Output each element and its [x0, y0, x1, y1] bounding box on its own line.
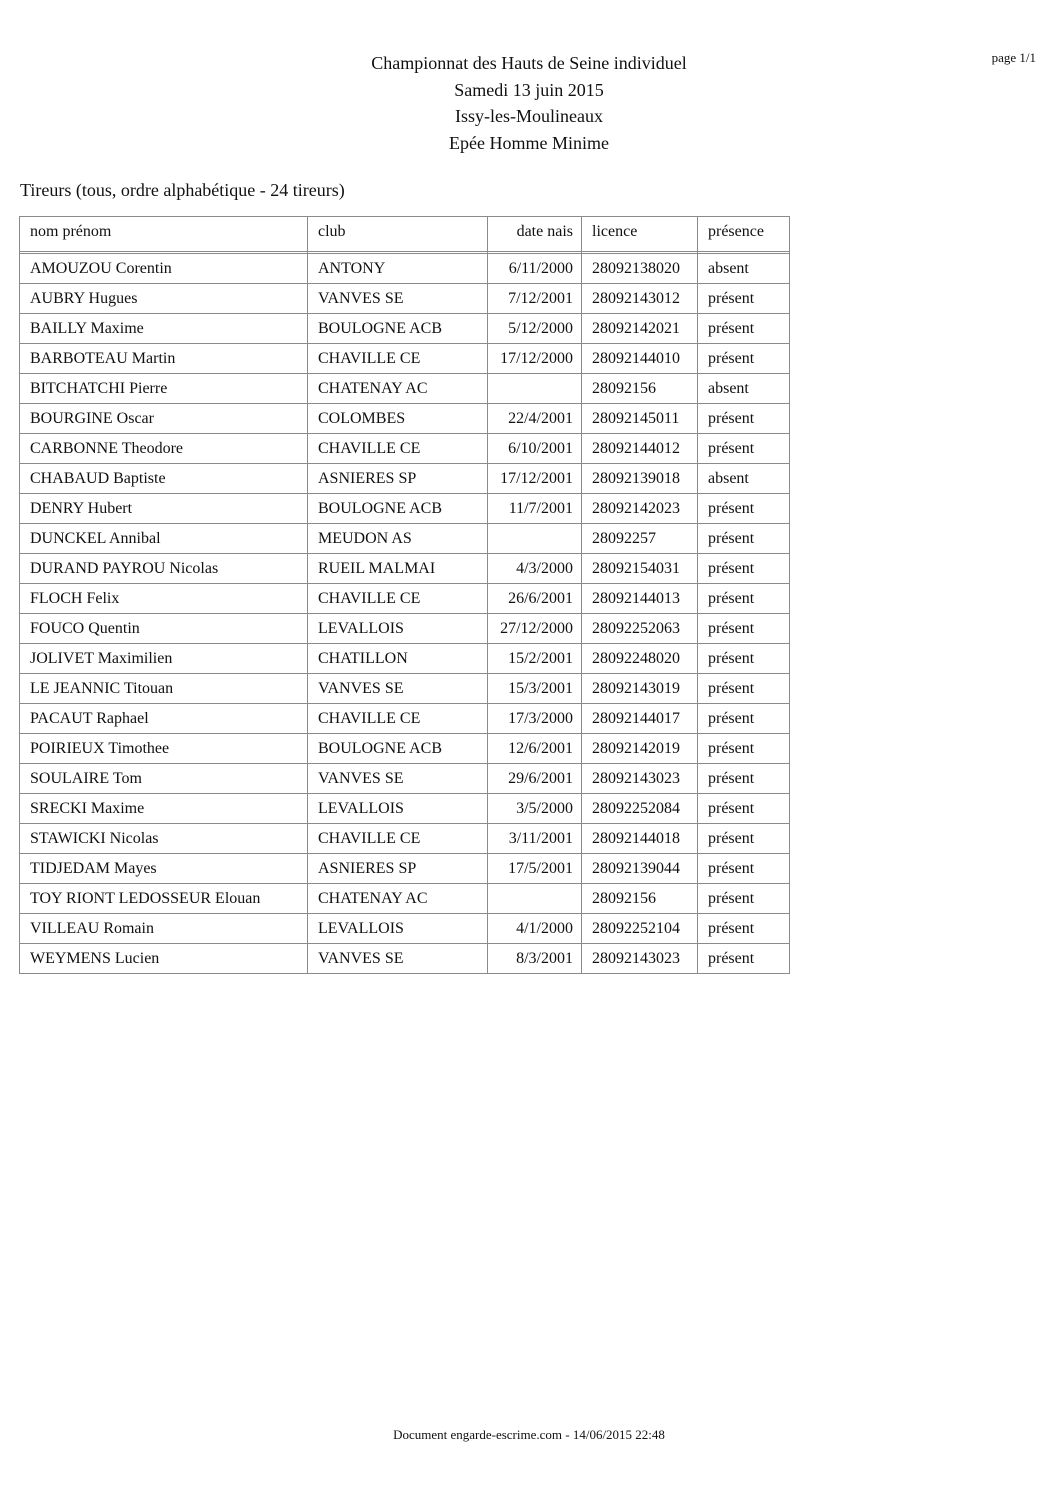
fencer-club: ANTONY: [308, 254, 488, 284]
fencer-licence: 28092156: [582, 374, 698, 404]
fencer-presence: présent: [698, 584, 790, 614]
document-footer: Document engarde-escrime.com - 14/06/2015 22:48: [393, 1427, 665, 1442]
fencer-club: RUEIL MALMAI: [308, 554, 488, 584]
fencer-birthdate: 7/12/2001: [488, 284, 582, 314]
fencer-birthdate: 4/1/2000: [488, 914, 582, 944]
fencer-birthdate: 8/3/2001: [488, 944, 582, 974]
document-header: [0, 50, 1058, 156]
fencer-presence: présent: [698, 314, 790, 344]
fencer-presence: présent: [698, 554, 790, 584]
fencer-licence: 28092252104: [582, 914, 698, 944]
table-row: [20, 644, 790, 674]
fencer-birthdate: [488, 884, 582, 914]
fencer-birthdate: 17/12/2001: [488, 464, 582, 494]
fencer-club: ASNIERES SP: [308, 464, 488, 494]
fencer-club: CHAVILLE CE: [308, 824, 488, 854]
fencer-club: LEVALLOIS: [308, 794, 488, 824]
fencer-licence: 28092154031: [582, 554, 698, 584]
fencer-club: BOULOGNE ACB: [308, 494, 488, 524]
fencer-presence: présent: [698, 674, 790, 704]
table-row: [20, 824, 790, 854]
fencer-licence: 28092139044: [582, 854, 698, 884]
fencer-birthdate: 4/3/2000: [488, 554, 582, 584]
fencer-licence: 28092144018: [582, 824, 698, 854]
fencer-birthdate: 29/6/2001: [488, 764, 582, 794]
fencer-club: LEVALLOIS: [308, 914, 488, 944]
fencer-presence: présent: [698, 524, 790, 554]
fencer-birthdate: 15/2/2001: [488, 644, 582, 674]
fencer-birthdate: 15/3/2001: [488, 674, 582, 704]
fencer-club: ASNIERES SP: [308, 854, 488, 884]
section-title: Tireurs (tous, ordre alphabétique - 24 tireurs): [20, 180, 345, 200]
fencer-club: CHAVILLE CE: [308, 584, 488, 614]
fencer-licence: 28092156: [582, 884, 698, 914]
fencer-presence: présent: [698, 614, 790, 644]
table-row: [20, 854, 790, 884]
table-row: [20, 524, 790, 554]
fencer-licence: 28092144012: [582, 434, 698, 464]
fencer-name: WEYMENS Lucien: [20, 944, 308, 974]
fencer-presence: absent: [698, 464, 790, 494]
fencer-name: TOY RIONT LEDOSSEUR Elouan: [20, 884, 308, 914]
fencer-birthdate: 22/4/2001: [488, 404, 582, 434]
table-row: [20, 614, 790, 644]
fencer-birthdate: [488, 374, 582, 404]
fencer-presence: présent: [698, 854, 790, 884]
fencer-birthdate: 12/6/2001: [488, 734, 582, 764]
fencer-club: CHAVILLE CE: [308, 434, 488, 464]
fencer-club: COLOMBES: [308, 404, 488, 434]
fencer-name: BITCHATCHI Pierre: [20, 374, 308, 404]
table-row: [20, 374, 790, 404]
fencer-licence: 28092252063: [582, 614, 698, 644]
fencer-licence: 28092138020: [582, 254, 698, 284]
fencer-presence: présent: [698, 284, 790, 314]
fencer-name: FLOCH Felix: [20, 584, 308, 614]
fencer-name: CARBONNE Theodore: [20, 434, 308, 464]
fencer-club: VANVES SE: [308, 284, 488, 314]
competition-category: Epée Homme Minime: [449, 132, 609, 153]
table-row: [20, 584, 790, 614]
table-row: [20, 494, 790, 524]
fencer-licence: 28092144017: [582, 704, 698, 734]
fencer-birthdate: 17/12/2000: [488, 344, 582, 374]
fencer-birthdate: 26/6/2001: [488, 584, 582, 614]
fencer-name: BARBOTEAU Martin: [20, 344, 308, 374]
table-row: [20, 704, 790, 734]
fencer-licence: 28092145011: [582, 404, 698, 434]
competition-title: Championnat des Hauts de Seine individuel: [371, 53, 687, 73]
fencer-name: CHABAUD Baptiste: [20, 464, 308, 494]
table-row: [20, 764, 790, 794]
fencer-presence: présent: [698, 344, 790, 374]
fencer-presence: présent: [698, 404, 790, 434]
fencer-club: VANVES SE: [308, 674, 488, 704]
fencer-licence: 28092144010: [582, 344, 698, 374]
table-row: [20, 404, 790, 434]
fencer-club: CHATENAY AC: [308, 884, 488, 914]
fencer-licence: 28092142021: [582, 314, 698, 344]
table-row: [20, 344, 790, 374]
fencer-presence: présent: [698, 644, 790, 674]
fencer-presence: présent: [698, 734, 790, 764]
fencer-birthdate: 6/10/2001: [488, 434, 582, 464]
fencer-licence: 28092143023: [582, 764, 698, 794]
fencer-name: AUBRY Hugues: [20, 284, 308, 314]
table-row: [20, 884, 790, 914]
fencer-club: BOULOGNE ACB: [308, 734, 488, 764]
fencer-name: STAWICKI Nicolas: [20, 824, 308, 854]
fencer-club: VANVES SE: [308, 764, 488, 794]
fencer-club: CHATILLON: [308, 644, 488, 674]
fencer-licence: 28092143023: [582, 944, 698, 974]
fencer-birthdate: 11/7/2001: [488, 494, 582, 524]
column-header-club: club: [308, 217, 488, 252]
fencer-name: DENRY Hubert: [20, 494, 308, 524]
fencer-club: CHAVILLE CE: [308, 344, 488, 374]
fencer-club: CHATENAY AC: [308, 374, 488, 404]
fencer-presence: présent: [698, 704, 790, 734]
column-header-name: nom prénom: [20, 217, 308, 252]
fencer-club: VANVES SE: [308, 944, 488, 974]
fencer-birthdate: 3/11/2001: [488, 824, 582, 854]
table-row: [20, 434, 790, 464]
fencer-licence: 28092144013: [582, 584, 698, 614]
fencer-birthdate: 5/12/2000: [488, 314, 582, 344]
table-row: [20, 464, 790, 494]
fencer-presence: présent: [698, 434, 790, 464]
fencer-presence: présent: [698, 794, 790, 824]
fencer-name: DUNCKEL Annibal: [20, 524, 308, 554]
fencer-name: SRECKI Maxime: [20, 794, 308, 824]
fencer-licence: 28092257: [582, 524, 698, 554]
fencer-name: VILLEAU Romain: [20, 914, 308, 944]
fencer-licence: 28092142019: [582, 734, 698, 764]
fencer-presence: absent: [698, 374, 790, 404]
fencer-presence: présent: [698, 824, 790, 854]
column-header-birthdate: date nais: [488, 217, 582, 252]
fencer-birthdate: [488, 524, 582, 554]
fencer-presence: présent: [698, 884, 790, 914]
fencer-name: TIDJEDAM Mayes: [20, 854, 308, 884]
fencer-name: BAILLY Maxime: [20, 314, 308, 344]
table-row: [20, 794, 790, 824]
fencer-name: POIRIEUX Timothee: [20, 734, 308, 764]
table-row: [20, 254, 790, 284]
fencer-presence: absent: [698, 254, 790, 284]
fencer-name: SOULAIRE Tom: [20, 764, 308, 794]
page-number: page 1/1: [991, 50, 1036, 65]
fencer-licence: 28092143012: [582, 284, 698, 314]
fencer-birthdate: 17/5/2001: [488, 854, 582, 884]
fencer-presence: présent: [698, 494, 790, 524]
fencer-licence: 28092139018: [582, 464, 698, 494]
fencer-club: BOULOGNE ACB: [308, 314, 488, 344]
table-row: [20, 914, 790, 944]
fencer-birthdate: 6/11/2000: [488, 254, 582, 284]
table-row: [20, 314, 790, 344]
fencer-name: DURAND PAYROU Nicolas: [20, 554, 308, 584]
table-row: [20, 554, 790, 584]
table-row: [20, 944, 790, 974]
table-row: [20, 734, 790, 764]
fencer-birthdate: 3/5/2000: [488, 794, 582, 824]
fencer-name: FOUCO Quentin: [20, 614, 308, 644]
fencer-name: AMOUZOU Corentin: [20, 254, 308, 284]
fencer-name: BOURGINE Oscar: [20, 404, 308, 434]
competition-location: Issy-les-Moulineaux: [455, 106, 603, 126]
table-row: [20, 284, 790, 314]
fencer-birthdate: 27/12/2000: [488, 614, 582, 644]
fencer-presence: présent: [698, 914, 790, 944]
fencer-name: JOLIVET Maximilien: [20, 644, 308, 674]
column-header-licence: licence: [582, 217, 698, 252]
fencer-presence: présent: [698, 764, 790, 794]
fencer-birthdate: 17/3/2000: [488, 704, 582, 734]
column-header-presence: présence: [698, 217, 790, 252]
table-row: [20, 674, 790, 704]
competition-date: Samedi 13 juin 2015: [454, 79, 604, 100]
fencer-name: PACAUT Raphael: [20, 704, 308, 734]
fencers-table-body: [20, 252, 790, 974]
fencer-club: CHAVILLE CE: [308, 704, 488, 734]
fencer-licence: 28092252084: [582, 794, 698, 824]
fencer-presence: présent: [698, 944, 790, 974]
fencers-table: [19, 216, 790, 974]
table-header-row: [20, 217, 790, 252]
fencer-club: MEUDON AS: [308, 524, 488, 554]
fencer-club: LEVALLOIS: [308, 614, 488, 644]
fencer-licence: 28092143019: [582, 674, 698, 704]
fencer-name: LE JEANNIC Titouan: [20, 674, 308, 704]
fencer-licence: 28092142023: [582, 494, 698, 524]
fencer-licence: 28092248020: [582, 644, 698, 674]
